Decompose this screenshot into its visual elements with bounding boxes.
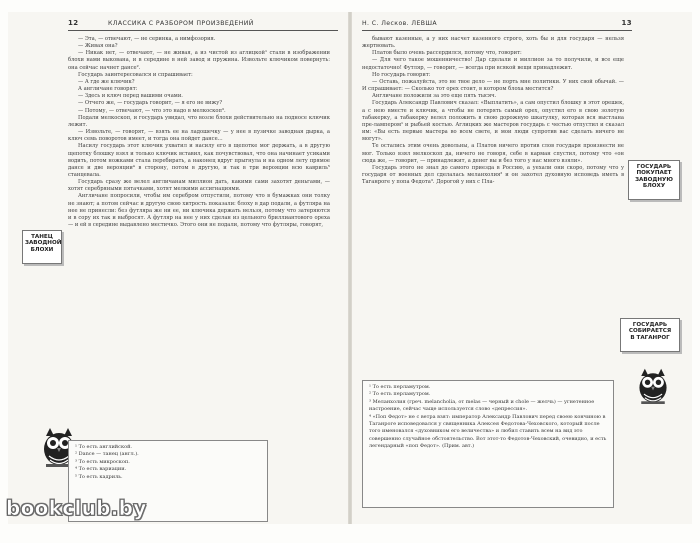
left-page [8, 12, 348, 524]
paragraph: Те остались этим очень довольны, а Платов ничего против слов государя произнести не мог. Только взял мелкоскоп да, ничего не говоря, себе в карман спустил, потому что «он сюда же, — говорит, — принадлежит, а денег вы и без того у нас много взяли». [362, 143, 624, 164]
footnote: ¹ То есть английской. [75, 444, 132, 450]
paragraph: А англичане говорят: [78, 86, 138, 93]
paragraph: — Живая она? [78, 43, 118, 50]
footnote: ¹ То есть перламутром. [369, 384, 431, 390]
side-label-dancing-flea: ТАНЕЦ ЗАВОДНОЙ БЛОХИ [22, 230, 62, 264]
paragraph: — Потому, — отвечают, — что это надо в мелкоскоп³. [78, 107, 226, 114]
paragraph: Государь заинтересовался и спрашивает: [78, 71, 193, 78]
paragraph: — Эта, — отвечают, — не серинка, а нимфозория. [78, 36, 216, 42]
paragraph: Подали мелкоскоп, и государь увидал, что возле блохи действительно на подносе ключик лежит. [68, 114, 330, 128]
owl-icon [634, 364, 672, 406]
paragraph: Насилу государь этот ключик ухватил и насилу его в щепотке мог держать, а в другую щепотку блошку взял и только ключик вставил, как почувствовал, что она начинает усиками водить, потом ножками стала перебирать, а наконец вдруг прыгнула и на одном лету прямое дансе и две верояции⁴ в сторону, потом в другую, и так в три верояции всю кавриль⁵ станцевала. [68, 143, 330, 178]
paragraph: Англичане положили за это еще пять тысяч. [372, 93, 497, 100]
left-body-text [68, 36, 330, 229]
paragraph: Но государь говорит: [372, 71, 431, 78]
left-page-number: 12 [68, 19, 79, 27]
paragraph: — Отчего же, — государь говорит, — я его не вижу? [78, 100, 223, 107]
footnote: ² Dance — танец (англ.). [75, 451, 139, 458]
side-label-tsar-to-taganrog: ГОСУДАРЬ СОБИРАЕТСЯ В ТАГАНРОГ [620, 318, 680, 352]
footnote: ⁴ То есть вариации. [75, 466, 127, 473]
paragraph: — Оставь, пожалуйста, это не твое дело — не порть мне политики. У них свой обычай. — И спрашивает: — Сколько тот орех стоит, в котором блоха местится? [362, 78, 624, 93]
footnote: ⁵ То есть кадриль. [75, 473, 123, 480]
side-label-tsar-buys-flea: ГОСУДАРЬ ПОКУПАЕТ ЗАВОДНУЮ БЛОХУ [628, 160, 680, 200]
paragraph: Англичане попросили, чтобы им серебром отпустили, потому что в бумажках они толку не знают; а потом сейчас и другую свою хитрость показали: блоху в дар подали, а футляра на нее не принесли: без футляра же ни ее, ни ключика держать нельзя, потому что затеряются и в сору их так и выбросят. А футляр на нее у них сделан из цельного бриллиантового ореха — и ей в середине выдавлено местичко. Этого они не подали, потому что футляры, говорят, [68, 193, 330, 229]
watermark-text: bookclub.by [6, 496, 147, 520]
footnote: ³ То есть микроскоп. [75, 458, 130, 465]
paragraph: Государь этого не знал до самого приезда в Россию, а уехали они скоро, потому что у государя от военных дел сделалась меланхолия² и он захотел духовную исповедь иметь в Таганроге у попа Федота³. Дорогой у них с Пла- [362, 164, 624, 186]
paragraph: — Никак нет, — отвечают, — не живая, а из чистой из аглицкой¹ стали в изображении блохи нами выкована, и в середине в ней завод и пружина. Извольте ключиком повернуть: она сейчас начнет дансе². [68, 50, 330, 71]
paragraph: бывают казенные, а у них насчет казенного строго, хоть бы и для государя — нельзя жертвовать. [362, 36, 624, 50]
left-running-title: КЛАССИКА С РАЗБОРОМ ПРОИЗВЕДЕНИЙ [108, 20, 254, 27]
paragraph: — Здесь и ключ перед вашими очами. [78, 93, 183, 100]
paragraph: Государь сразу же велел англичанам миллион дать, какими сами захотят деньгами, — хотят серебряными пятачками, хотят мелкими ассигнациями. [68, 179, 330, 193]
paragraph: — Для чего такое мошенничество! Дар сделали и миллион за то получили, и все еще недостаточно! Футляр, — говорит, — всегда при всякой вещи принадлежит. [362, 57, 624, 71]
right-page-header [362, 18, 632, 31]
right-running-title: Н. С. Лесков. ЛЕВША [362, 20, 438, 27]
right-page-number: 13 [621, 19, 632, 27]
footnote: ⁴ «Поп Федот» не с ветра взят: император Александр Павлович перед своею кончиною в Таганроге исповедовался у священника Алексея Федотова-Чеховского, который после того именовался «духовником его величества» и любил ставить всем на вид это совершенно случайное обстоятельство. Вот этот-то Федотов-Чеховский, очевидно, и есть легендарный «поп Федот». (Прим. авт.) [369, 413, 607, 450]
right-body-text [362, 36, 624, 186]
right-footnotes [362, 380, 614, 508]
left-page-header [68, 18, 338, 31]
paragraph: Платов было очень рассердился, потому что, говорит: [372, 50, 522, 57]
footnote: ³ Меланхолия (греч. melancholia, от melas — черный и chole — желчь) — угнетенное настроение, сейчас чаще используется слово «депрессия». [369, 398, 595, 413]
paragraph: — А где же ключик? [78, 78, 135, 85]
footnote: ² То есть перламутром. [369, 391, 431, 398]
paragraph: Государь Александр Павлович сказал: «Выплатить», а сам опустил блошку в этот орешек, а с нею вместе и ключик, а чтобы не потерять самый орех, опустил его в свою золотую табакерку, а табакерку велел положить в свою дорожную шкатулку, которая вся выстлана пре-лампером¹ и рыбьей костью. Аглицких же мастеров государь с честью отпустил и сказал им: «Вы есть первые мастера во всем свете, и мои люди супротив вас сделать ничего не могут». [362, 100, 624, 143]
right-page [352, 12, 692, 524]
paragraph: — Извольте, — говорят, — взять ее на ладошечку — у нее в пузичке заводная дырка, а ключ семь поворотов имеет, и тогда она пойдет дансе... [68, 129, 330, 143]
